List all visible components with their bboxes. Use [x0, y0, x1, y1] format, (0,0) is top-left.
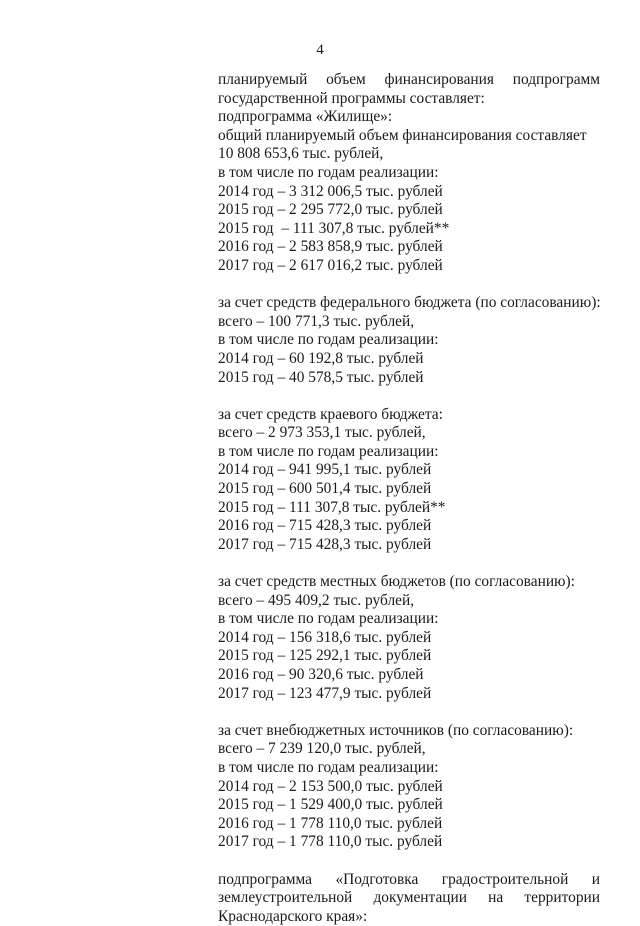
total-funding-value: 10 808 653,6 тыс. рублей,	[218, 145, 384, 163]
extrabudgetary-heading: за счет внебюджетных источников (по согласованию):	[218, 721, 574, 739]
total-year-line: 2015 год – 111 307,8 тыс. рублей**	[218, 219, 450, 237]
section-gap	[218, 554, 600, 573]
regional-year-line: 2014 год – 941 995,1 тыс. рублей	[218, 461, 432, 479]
local-by-years: в том числе по годам реализации:	[218, 610, 439, 628]
section-gap	[218, 703, 600, 722]
extrabudgetary-by-years: в том числе по годам реализации:	[218, 758, 439, 776]
intro-line-1: планируемый объем финансирования подпрограмм	[218, 71, 600, 88]
document-body	[218, 71, 600, 926]
federal-year-line: 2014 год – 60 192,8 тыс. рублей	[218, 349, 424, 367]
extrabudgetary-year-line: 2014 год – 2 153 500,0 тыс. рублей	[218, 777, 443, 795]
subprogram2-line-2: землеустроительной документации на территории	[218, 889, 600, 907]
regional-year-line: 2015 год – 111 307,8 тыс. рублей**	[218, 498, 446, 516]
regional-year-line: 2015 год – 600 501,4 тыс. рублей	[218, 480, 432, 498]
local-heading: за счет средств местных бюджетов (по согласованию):	[218, 573, 575, 591]
extrabudgetary-year-line: 2015 год – 1 529 400,0 тыс. рублей	[218, 796, 443, 814]
local-year-line: 2016 год – 90 320,6 тыс. рублей	[218, 666, 424, 683]
subprogram-title: подпрограмма «Жилище»:	[218, 108, 393, 126]
regional-total: всего – 2 973 353,1 тыс. рублей,	[218, 424, 426, 442]
federal-year-line: 2015 год – 40 578,5 тыс. рублей	[218, 368, 424, 386]
federal-total: всего – 100 771,3 тыс. рублей,	[218, 312, 415, 330]
federal-by-years: в том числе по годам реализации:	[218, 331, 439, 349]
regional-year-line: 2017 год – 715 428,3 тыс. рублей	[218, 535, 432, 553]
intro-line-2: государственной программы составляет:	[218, 89, 485, 107]
total-funding-label: общий планируемый объем финансирования составляет	[218, 126, 587, 144]
local-year-line: 2015 год – 125 292,1 тыс. рублей	[218, 647, 432, 665]
total-year-line: 2015 год – 2 295 772,0 тыс. рублей	[218, 201, 443, 219]
section-gap	[218, 276, 600, 295]
total-year-line: 2017 год – 2 617 016,2 тыс. рублей	[218, 256, 443, 274]
extrabudgetary-year-line: 2017 год – 1 778 110,0 тыс. рублей	[218, 833, 443, 851]
total-year-line: 2014 год – 3 312 006,5 тыс. рублей	[218, 182, 443, 200]
local-year-line: 2014 год – 156 318,6 тыс. рублей	[218, 628, 432, 646]
regional-year-line: 2016 год – 715 428,3 тыс. рублей	[218, 517, 432, 535]
local-year-line: 2017 год – 123 477,9 тыс. рублей	[218, 684, 432, 702]
total-year-line: 2016 год – 2 583 858,9 тыс. рублей	[218, 238, 443, 256]
page-number: 4	[316, 42, 324, 58]
extrabudgetary-total: всего – 7 239 120,0 тыс. рублей,	[218, 740, 426, 758]
subprogram2-line-1: подпрограмма «Подготовка градостроительной и	[218, 870, 600, 888]
section-gap	[218, 387, 600, 406]
regional-by-years: в том числе по годам реализации:	[218, 442, 439, 460]
by-years-label: в том числе по годам реализации:	[218, 163, 439, 181]
federal-heading: за счет средств федерального бюджета (по согласованию):	[218, 294, 601, 312]
subprogram2-line-3: Краснодарского края»:	[218, 907, 368, 925]
extrabudgetary-year-line: 2016 год – 1 778 110,0 тыс. рублей	[218, 814, 443, 832]
local-total: всего – 495 409,2 тыс. рублей,	[218, 591, 415, 609]
section-gap	[218, 852, 600, 871]
regional-heading: за счет средств краевого бюджета:	[218, 405, 443, 423]
